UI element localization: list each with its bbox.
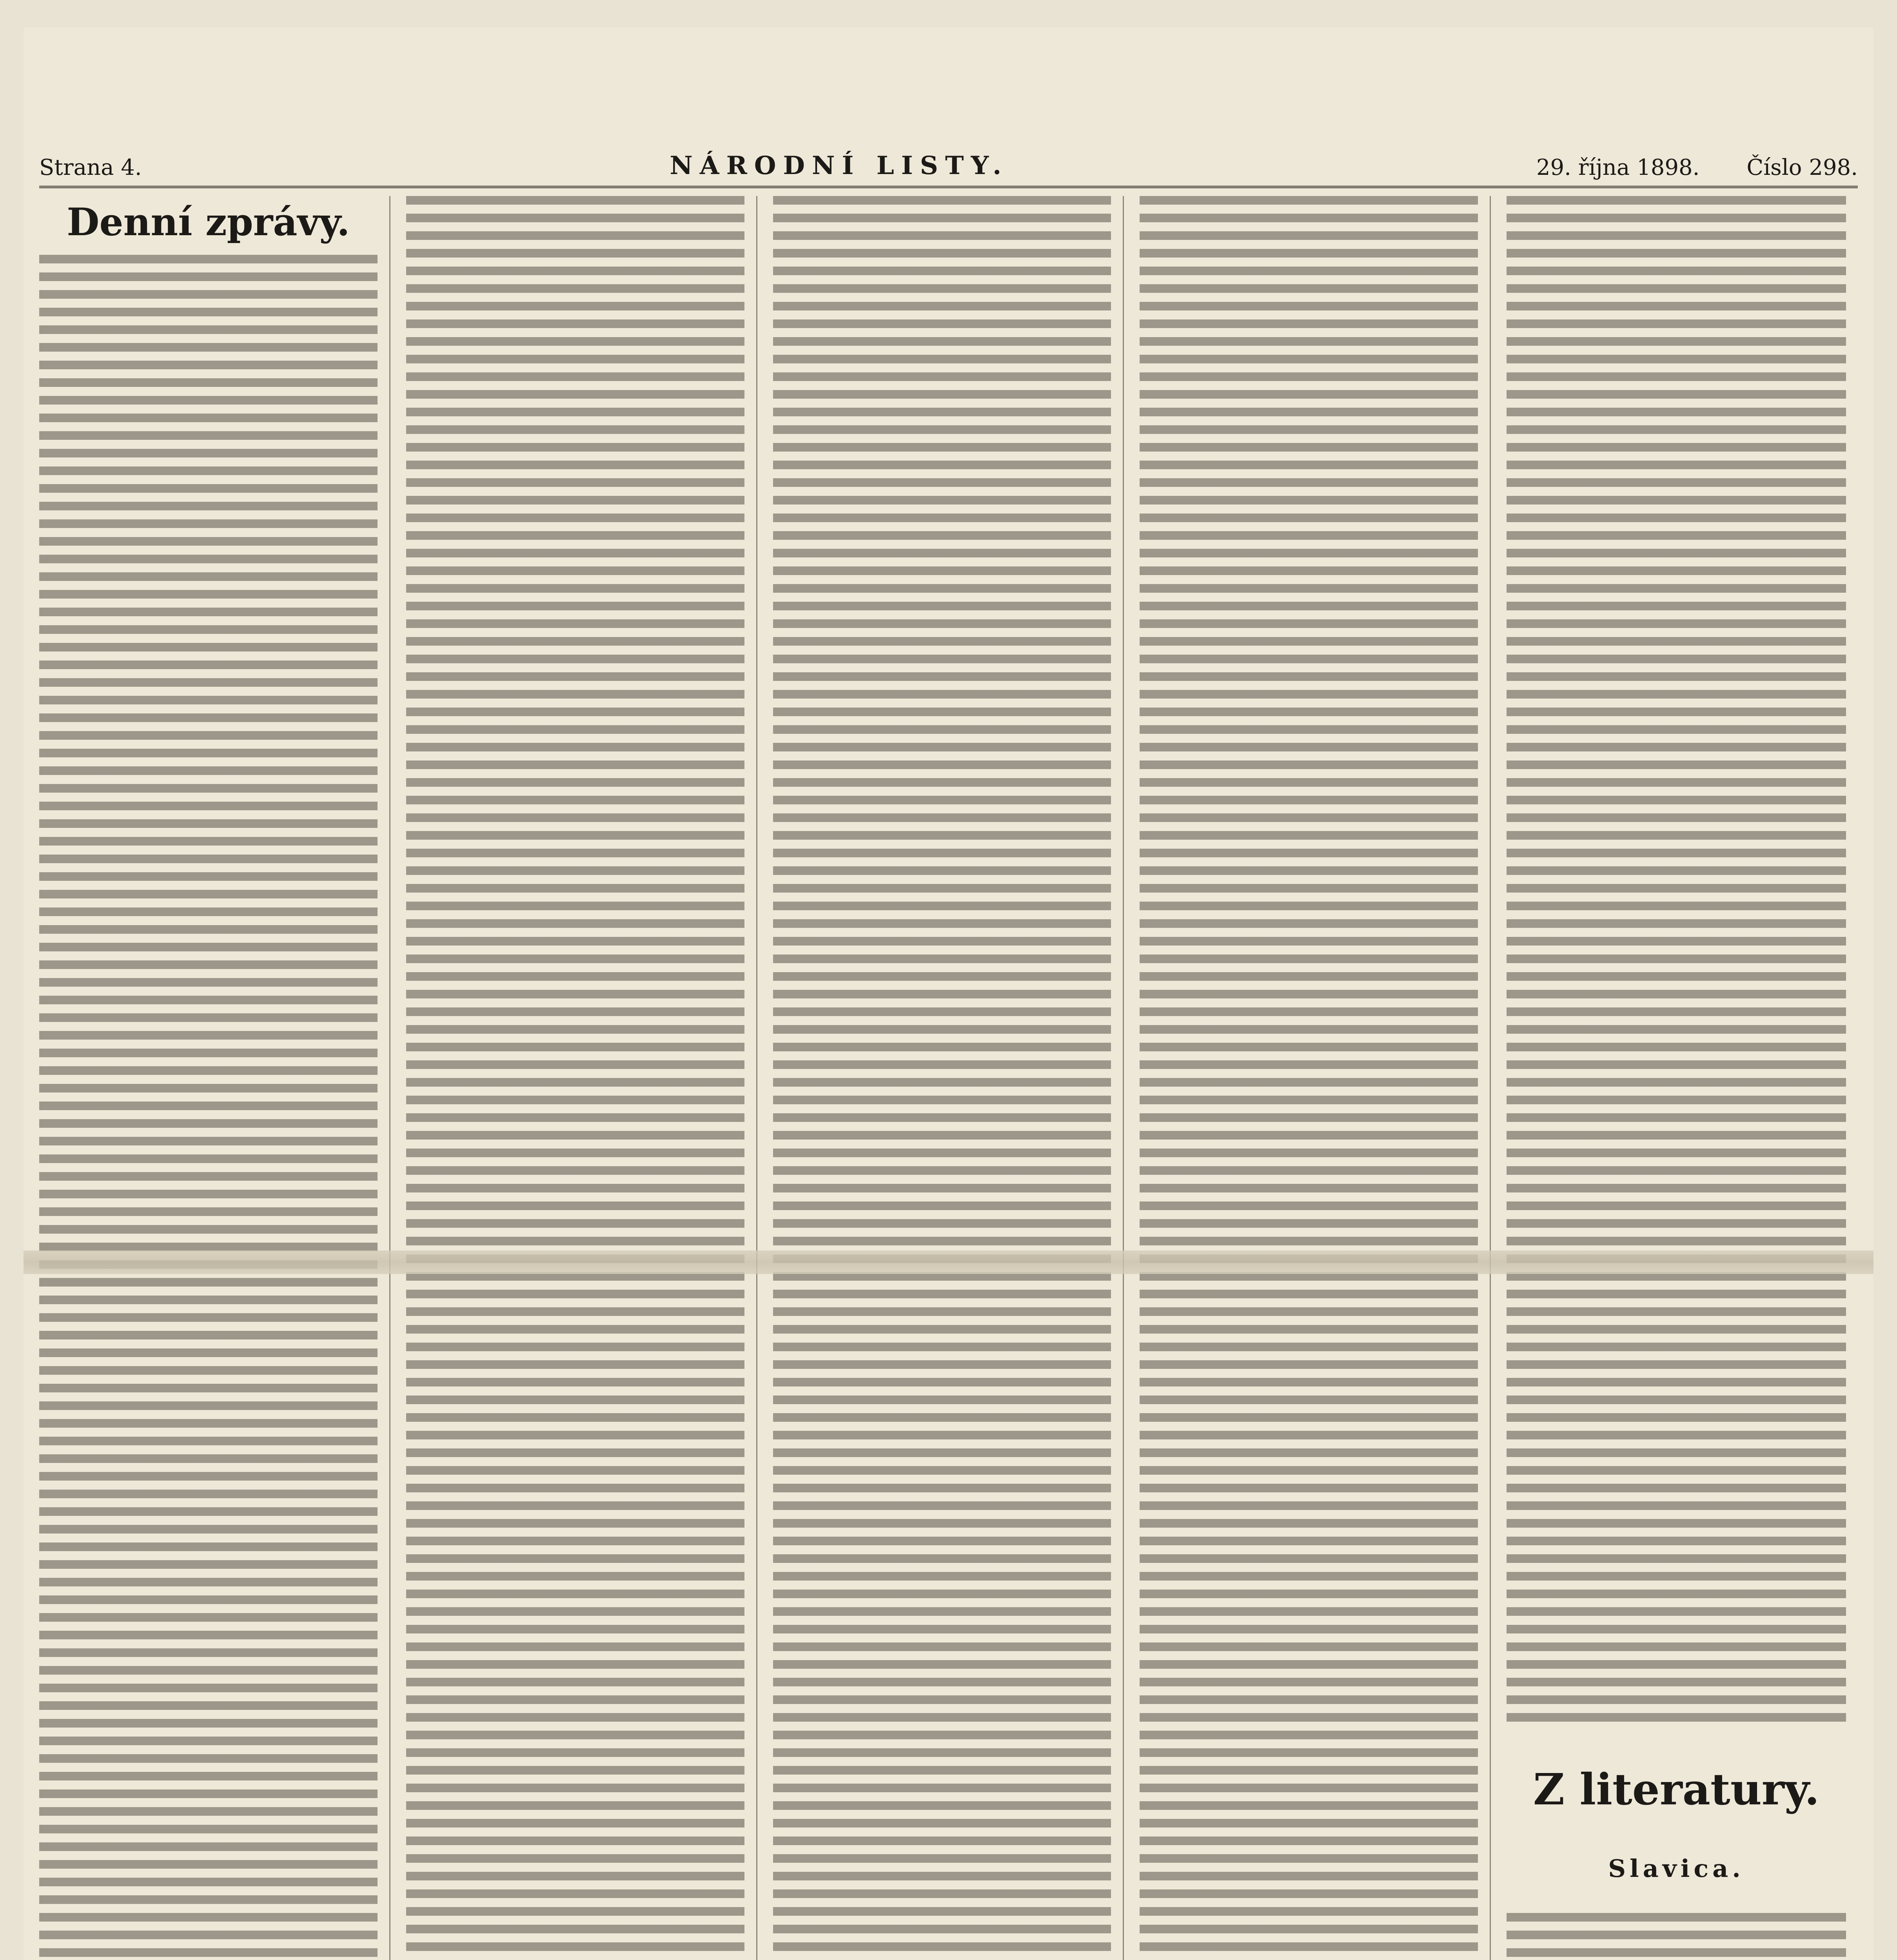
masthead — [39, 145, 1858, 188]
masthead-right — [1536, 155, 1858, 180]
column-5 — [1507, 196, 1858, 1960]
issue-date: 29. října 1898. — [1536, 155, 1700, 180]
page-label: Strana 4. — [39, 155, 142, 180]
page-fold — [24, 1250, 1873, 1274]
text-block — [1507, 196, 1846, 1725]
section-heading-literature: Z literatury. — [1533, 1764, 1820, 1815]
text-block — [39, 255, 378, 1960]
text-block — [1507, 1913, 1846, 1960]
newspaper-page — [24, 27, 1873, 1960]
column-1 — [39, 196, 390, 1960]
issue-number: Číslo 298. — [1746, 155, 1858, 180]
column-2 — [406, 196, 757, 1960]
literature-subheading: Slavica. — [1608, 1854, 1745, 1883]
text-block — [406, 196, 744, 1960]
column-3 — [773, 196, 1124, 1960]
section-heading-local-news: Denní zprávy. — [67, 200, 350, 244]
column-4 — [1140, 196, 1491, 1960]
text-block — [1140, 196, 1478, 1960]
newspaper-title: NÁRODNÍ LISTY. — [670, 151, 1009, 180]
text-block — [773, 196, 1111, 1960]
article-columns — [39, 196, 1858, 1960]
